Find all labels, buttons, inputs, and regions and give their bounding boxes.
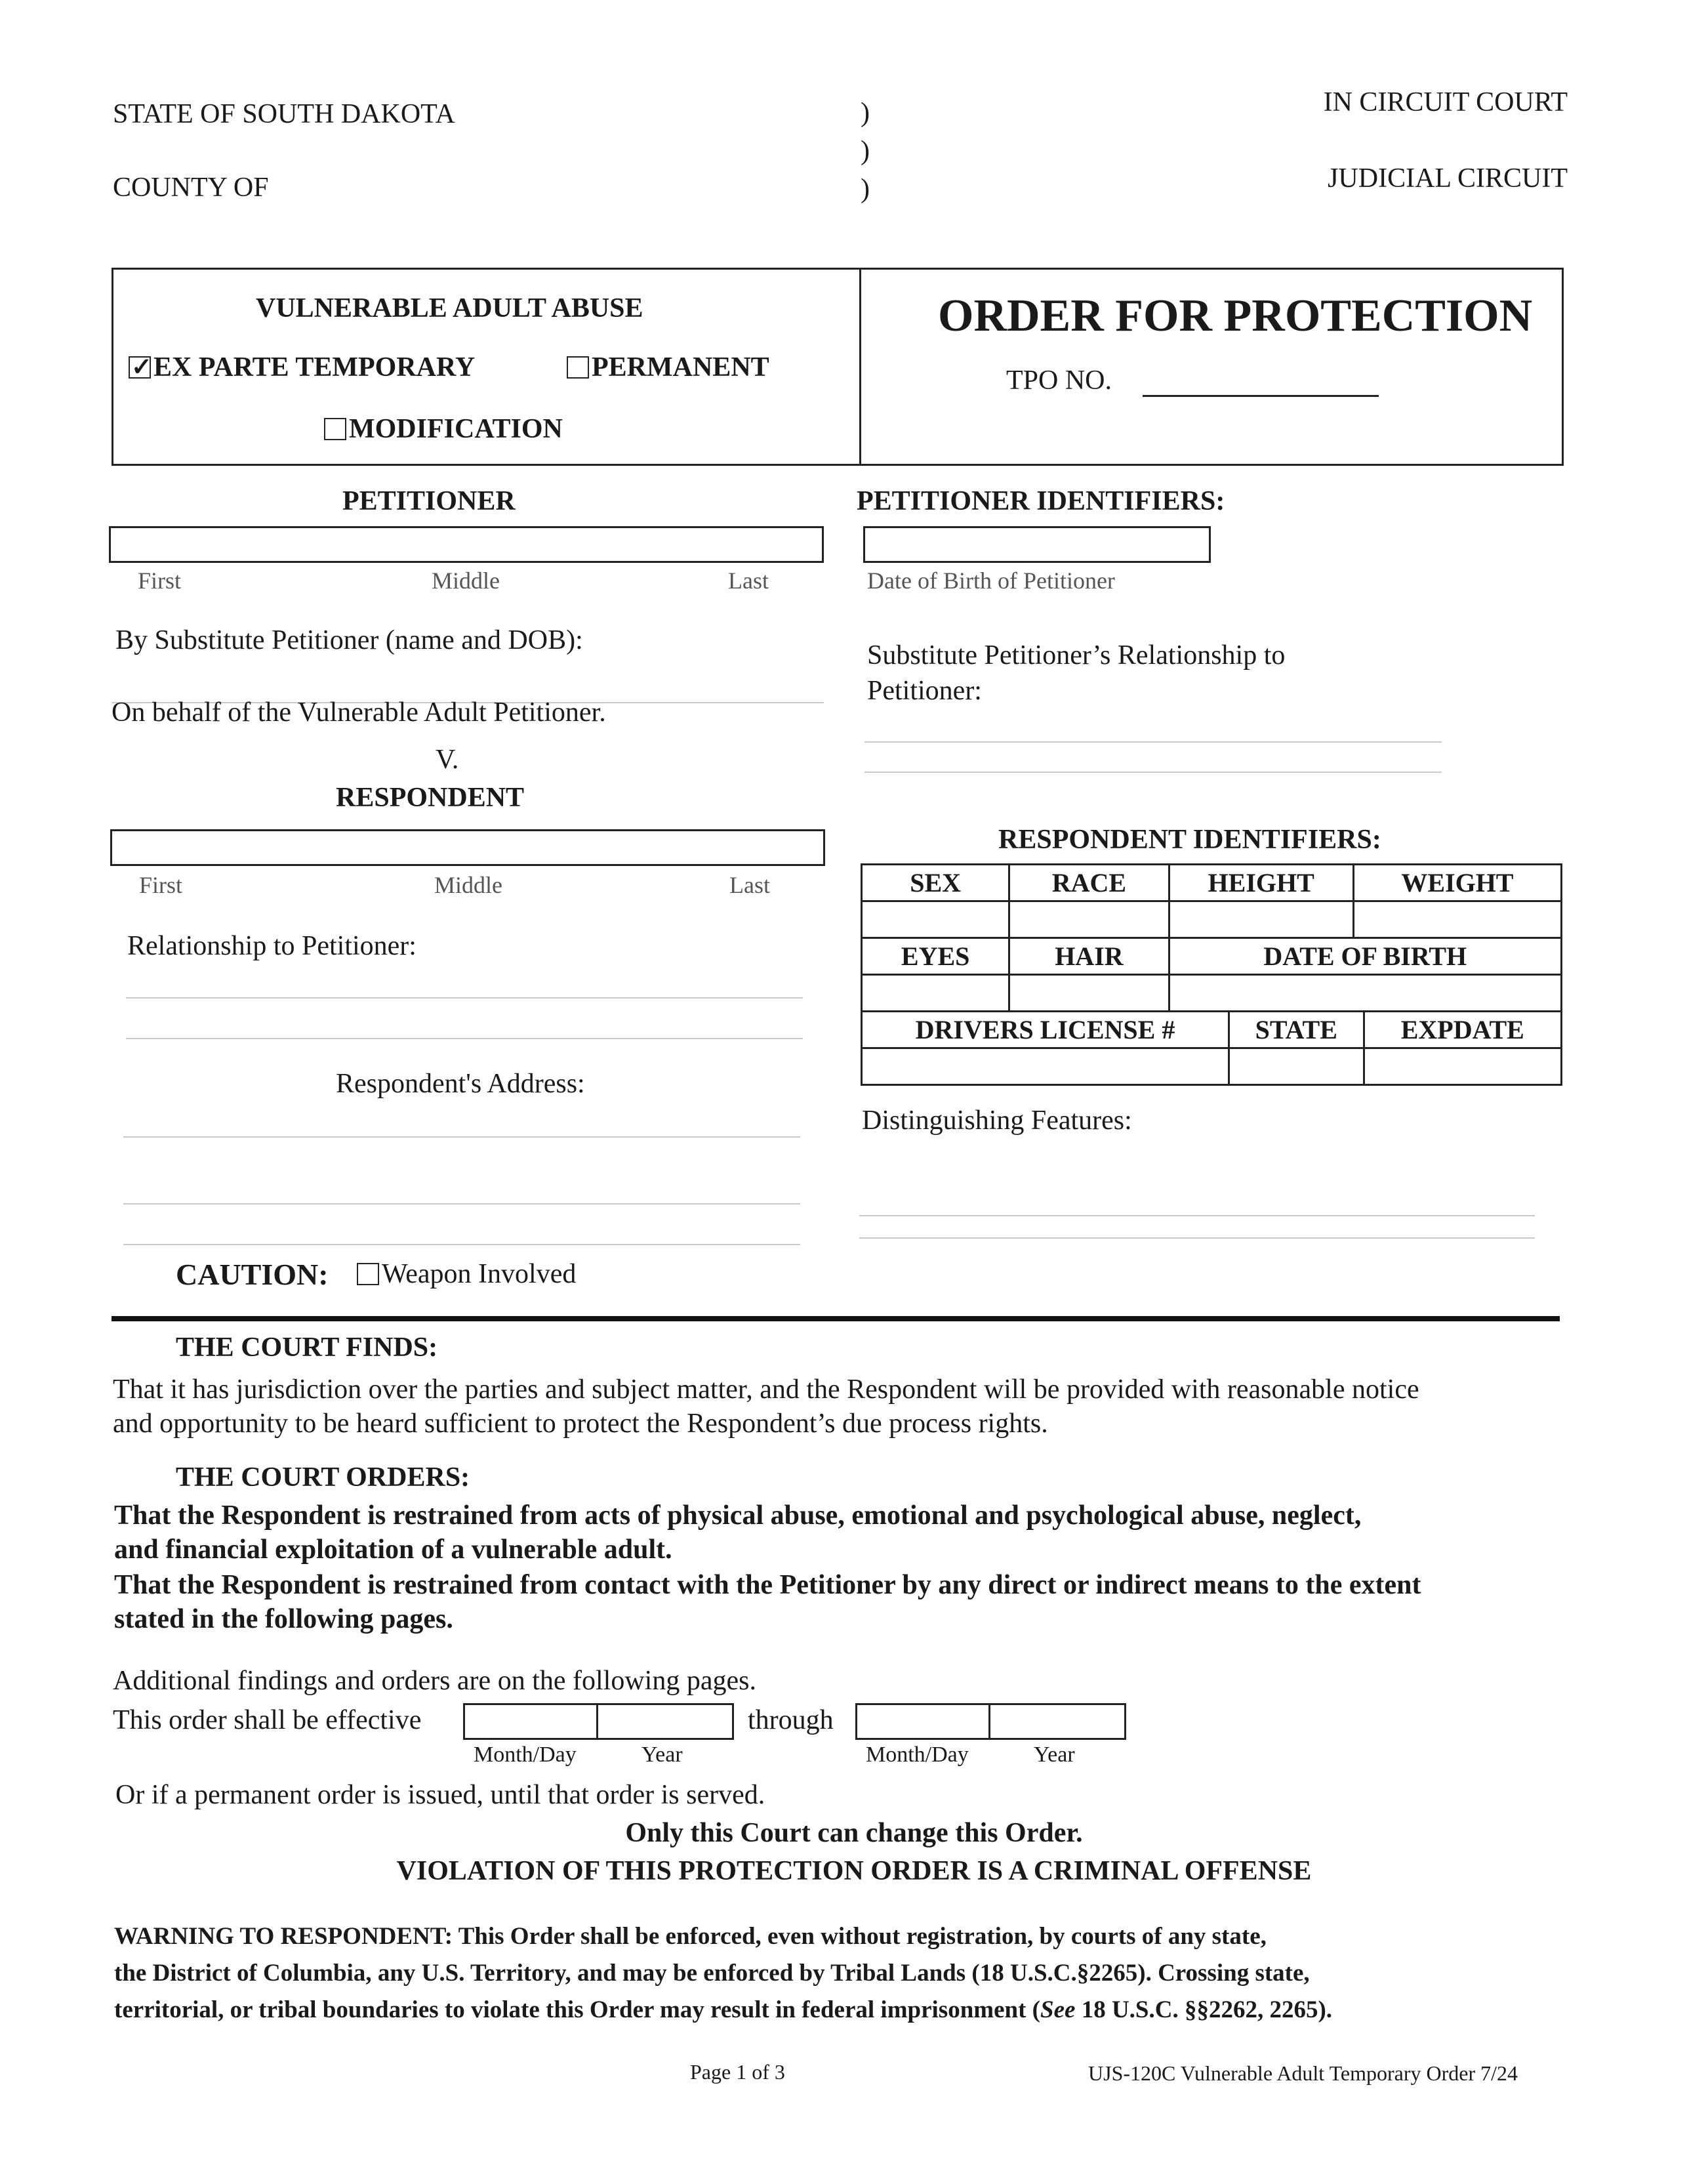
header-divider xyxy=(859,268,861,466)
petitioner-name-field[interactable] xyxy=(109,526,824,563)
effective-start-month-day-field[interactable] xyxy=(463,1703,598,1740)
effective-start-year-field[interactable] xyxy=(596,1703,734,1740)
substitute-relationship-line[interactable] xyxy=(864,741,1442,743)
option-permanent[interactable]: PERMANENT xyxy=(567,352,769,383)
caption-paren: ) xyxy=(861,174,870,204)
permanent-order-note: Or if a permanent order is issued, until that order is served. xyxy=(115,1780,765,1810)
orders-line-3: That the Respondent is restrained from contact with the Petitioner by any direct or indirect means to the extent xyxy=(114,1570,1421,1600)
distinguishing-features-line[interactable] xyxy=(859,1237,1535,1239)
respondent-first-label: First xyxy=(139,872,183,898)
respondent-heading: RESPONDENT xyxy=(336,783,525,813)
court-finds-heading: THE COURT FINDS: xyxy=(176,1332,438,1363)
additional-findings-note: Additional findings and orders are on the following pages. xyxy=(113,1666,756,1696)
caption-paren: ) xyxy=(861,98,870,128)
hair-header: HAIR xyxy=(1009,938,1169,975)
distinguishing-features-label: Distinguishing Features: xyxy=(862,1105,1132,1136)
respondent-address-line[interactable] xyxy=(123,1136,800,1138)
race-header: RACE xyxy=(1009,865,1169,901)
petitioner-heading: PETITIONER xyxy=(342,486,516,516)
violation-notice: VIOLATION OF THIS PROTECTION ORDER IS A CRIMINAL OFFENSE xyxy=(396,1856,1312,1886)
orders-line-1: That the Respondent is restrained from acts of physical abuse, emotional and psychological abuse, neglect, xyxy=(114,1500,1362,1531)
race-field[interactable] xyxy=(1009,901,1169,938)
end-year-label: Year xyxy=(1034,1742,1075,1767)
warning-line-1: WARNING TO RESPONDENT: This Order shall be enforced, even without registration, by courts of any state, xyxy=(114,1923,1267,1950)
only-court-notice: Only this Court can change this Order. xyxy=(625,1818,1083,1848)
petitioner-last-label: Last xyxy=(728,567,769,594)
respondent-address-line[interactable] xyxy=(123,1244,800,1245)
respondent-relationship-line[interactable] xyxy=(126,1038,803,1039)
start-month-day-label: Month/Day xyxy=(474,1742,577,1767)
court-orders-heading: THE COURT ORDERS: xyxy=(176,1462,470,1493)
license-state-header: STATE xyxy=(1229,1012,1364,1048)
respondent-middle-label: Middle xyxy=(434,872,502,898)
eyes-field[interactable] xyxy=(862,975,1009,1012)
tpo-number-field[interactable] xyxy=(1143,395,1379,397)
substitute-petitioner-label: By Substitute Petitioner (name and DOB): xyxy=(115,625,583,655)
substitute-relationship-line[interactable] xyxy=(864,772,1442,773)
petitioner-first-label: First xyxy=(138,567,182,594)
weapon-involved-checkbox[interactable] xyxy=(357,1263,379,1285)
dob-header: DATE OF BIRTH xyxy=(1169,938,1561,975)
sex-field[interactable] xyxy=(862,901,1009,938)
county-label: COUNTY OF xyxy=(113,173,269,203)
caution-label: CAUTION: xyxy=(176,1258,329,1291)
respondent-name-field[interactable] xyxy=(110,829,825,866)
petitioner-middle-label: Middle xyxy=(432,567,500,594)
page-number: Page 1 of 3 xyxy=(690,2060,785,2084)
height-header: HEIGHT xyxy=(1169,865,1353,901)
distinguishing-features-line[interactable] xyxy=(859,1215,1535,1216)
hair-field[interactable] xyxy=(1009,975,1169,1012)
petitioner-identifiers-heading: PETITIONER IDENTIFIERS: xyxy=(857,486,1225,516)
form-id: UJS-120C Vulnerable Adult Temporary Order 7/24 xyxy=(1088,2061,1518,2085)
weight-header: WEIGHT xyxy=(1353,865,1561,901)
dob-field[interactable] xyxy=(1169,975,1561,1012)
orders-line-2: and financial exploitation of a vulnerable adult. xyxy=(114,1535,672,1565)
eyes-header: EYES xyxy=(862,938,1009,975)
respondent-relationship-label: Relationship to Petitioner: xyxy=(127,931,417,961)
petitioner-dob-label: Date of Birth of Petitioner xyxy=(867,567,1115,594)
end-month-day-label: Month/Day xyxy=(866,1742,969,1767)
option-modification[interactable]: MODIFICATION xyxy=(324,413,563,445)
warning-line-2: the District of Columbia, any U.S. Territory, and may be enforced by Tribal Lands (18 U.S.C.§2265). Crossing state, xyxy=(114,1960,1310,1987)
findings-line-1: That it has jurisdiction over the parties and subject matter, and the Respondent will be provided with reasonable notice xyxy=(113,1374,1419,1405)
modification-checkbox[interactable] xyxy=(324,418,346,440)
court-name: IN CIRCUIT COURT xyxy=(1323,87,1568,117)
versus-label: V. xyxy=(436,745,459,775)
height-field[interactable] xyxy=(1169,901,1353,938)
respondent-address-label: Respondent's Address: xyxy=(336,1069,585,1099)
license-expdate-header: EXPDATE xyxy=(1364,1012,1561,1048)
effective-end-month-day-field[interactable] xyxy=(855,1703,990,1740)
state-name: STATE OF SOUTH DAKOTA xyxy=(113,99,455,129)
ex-parte-checkbox[interactable] xyxy=(129,356,151,379)
effective-label: This order shall be effective xyxy=(113,1705,422,1735)
license-field[interactable] xyxy=(862,1048,1229,1085)
form-type-heading: VULNERABLE ADULT ABUSE xyxy=(256,293,643,323)
weapon-involved-option[interactable]: Weapon Involved xyxy=(357,1258,576,1290)
tpo-label: TPO NO. xyxy=(1006,365,1112,396)
license-header: DRIVERS LICENSE # xyxy=(862,1012,1229,1048)
respondent-identifiers-table xyxy=(861,863,1562,1012)
through-label: through xyxy=(748,1705,834,1735)
orders-line-4: stated in the following pages. xyxy=(114,1604,453,1634)
sex-header: SEX xyxy=(862,865,1009,901)
substitute-relationship-label: Substitute Petitioner’s Relationship to Petitioner: xyxy=(867,640,1286,706)
respondent-last-label: Last xyxy=(729,872,770,898)
section-divider xyxy=(112,1316,1560,1321)
findings-line-2: and opportunity to be heard sufficient to protect the Respondent’s due process rights. xyxy=(113,1409,1048,1439)
effective-end-year-field[interactable] xyxy=(988,1703,1126,1740)
option-ex-parte[interactable]: ✓EX PARTE TEMPORARY xyxy=(129,352,475,383)
petitioner-dob-field[interactable] xyxy=(863,526,1211,563)
respondent-address-line[interactable] xyxy=(123,1203,800,1205)
respondent-identifiers-heading: RESPONDENT IDENTIFIERS: xyxy=(998,825,1381,855)
caption-paren: ) xyxy=(861,136,870,166)
on-behalf-text: On behalf of the Vulnerable Adult Petitioner. xyxy=(112,697,606,728)
weight-field[interactable] xyxy=(1353,901,1561,938)
warning-line-3: territorial, or tribal boundaries to violate this Order may result in federal imprisonment (See 18 U.S.C. §§2262, 2265). xyxy=(114,1996,1333,2023)
license-expdate-field[interactable] xyxy=(1364,1048,1561,1085)
permanent-checkbox[interactable] xyxy=(567,356,589,379)
license-state-field[interactable] xyxy=(1229,1048,1364,1085)
start-year-label: Year xyxy=(641,1742,683,1767)
respondent-license-table xyxy=(861,1010,1562,1086)
circuit-label: JUDICIAL CIRCUIT xyxy=(1328,163,1568,194)
order-title: ORDER FOR PROTECTION xyxy=(938,291,1533,341)
respondent-relationship-line[interactable] xyxy=(126,997,803,999)
